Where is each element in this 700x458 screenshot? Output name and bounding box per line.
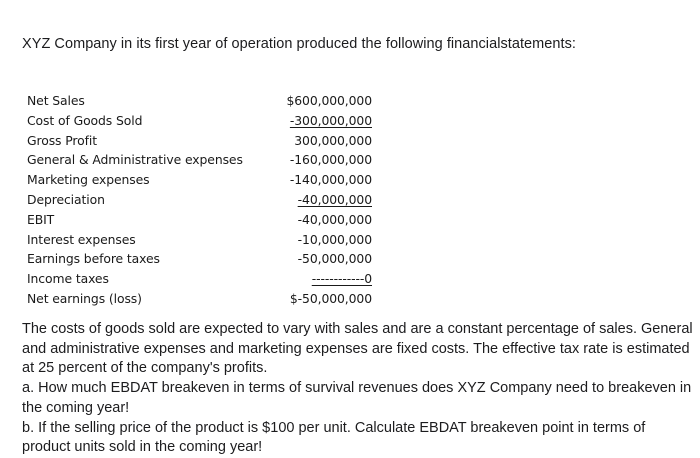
statement-row-ga-expenses <box>27 150 372 170</box>
row-label: Gross Profit <box>27 132 97 148</box>
row-label: Depreciation <box>27 191 105 207</box>
statement-row-income-taxes <box>27 269 372 289</box>
financial-statement <box>27 91 372 309</box>
row-label: Marketing expenses <box>27 172 150 188</box>
row-value: $-50,000,000 <box>289 290 372 306</box>
row-value: -40,000,000 <box>297 211 372 227</box>
statement-row-net-sales <box>27 91 372 111</box>
row-value: -40,000,000 <box>297 191 372 207</box>
statement-row-ebit <box>27 210 372 230</box>
statement-row-interest <box>27 230 372 250</box>
row-label: Cost of Goods Sold <box>27 112 143 128</box>
statement-row-net-earnings <box>27 289 372 309</box>
question-b: b. If the selling price of the product is $100 per unit. Calculate EBDAT breakeven point in terms of product units sold in the coming year! <box>22 419 646 456</box>
row-value: ------------0 <box>311 271 372 287</box>
assumptions-paragraph: The costs of goods sold are expected to vary with sales and are a constant percentage of sales. General and administrative expenses and marketing expenses are fixed costs. The effective tax rate is estimated at 25 percent of the company's profits. <box>22 321 693 377</box>
row-value: -50,000,000 <box>297 251 372 267</box>
row-value: -10,000,000 <box>297 231 372 247</box>
row-label: General & Administrative expenses <box>27 152 243 168</box>
row-label: Income taxes <box>27 271 109 287</box>
intro-text: XYZ Company in its first year of operation produced the following financialstatements: <box>22 36 576 52</box>
row-label: Interest expenses <box>27 231 136 247</box>
question-a: a. How much EBDAT breakeven in terms of survival revenues does XYZ Company need to breakeven in the coming year! <box>22 380 692 416</box>
statement-row-depreciation <box>27 190 372 210</box>
statement-row-cogs <box>27 111 372 131</box>
row-value: -300,000,000 <box>289 112 372 128</box>
row-value: -160,000,000 <box>289 152 372 168</box>
question-text <box>22 320 694 458</box>
statement-row-ebt <box>27 249 372 269</box>
statement-row-gross-profit <box>27 131 372 151</box>
row-value: $600,000,000 <box>286 93 372 108</box>
statement-row-marketing <box>27 170 372 190</box>
row-label: Net earnings (loss) <box>27 290 142 306</box>
row-label: EBIT <box>27 211 55 227</box>
row-label: Net Sales <box>27 93 85 108</box>
row-value: 300,000,000 <box>294 132 372 148</box>
row-value: -140,000,000 <box>289 172 372 188</box>
row-label: Earnings before taxes <box>27 251 160 267</box>
